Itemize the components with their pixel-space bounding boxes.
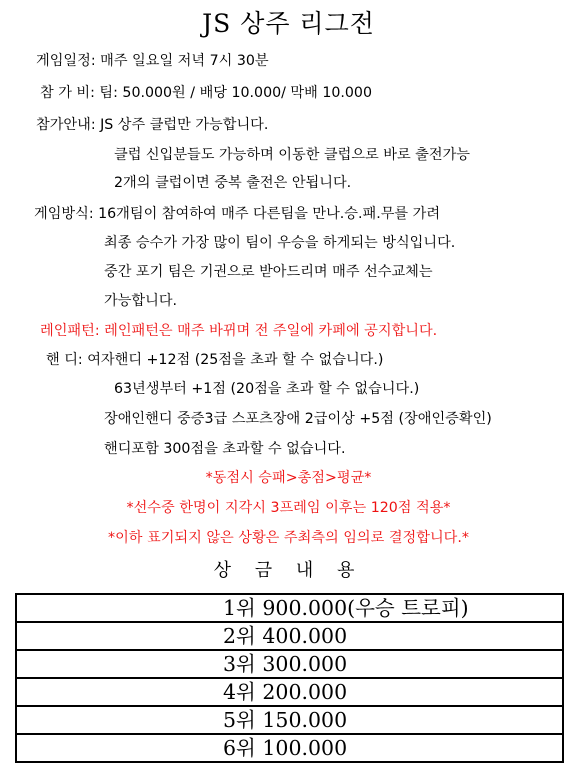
lane-pattern-line: 레인패턴: 레인패턴은 매주 바뀌며 전 주일에 카페에 공지합니다. [40, 323, 438, 339]
table-row [16, 734, 563, 762]
tie-rule-note: *동점시 승패>총점>평균* [205, 470, 372, 486]
handicap-line-2: 63년생부터 +1점 (20점을 초과 할 수 없습니다.) [114, 381, 420, 397]
table-row [16, 594, 563, 622]
prize-heading: 상 금 내 용 [213, 560, 364, 581]
prize-text: 6위 100.000 [223, 736, 348, 760]
schedule-line: 게임일정: 매주 일요일 저녁 7시 30분 [36, 53, 269, 69]
handicap-line-1: 핸 디: 여자핸디 +12점 (25점을 초과 할 수 없습니다.) [46, 352, 384, 368]
guide-line-3: 2개의 클럽이면 중복 출전은 안됩니다. [114, 175, 352, 191]
handicap-line-4: 핸디포함 300점을 초과할 수 없습니다. [104, 441, 346, 457]
prize-text: 2위 400.000 [223, 624, 348, 648]
prize-cell [16, 650, 563, 678]
prize-cell [16, 706, 563, 734]
method-line-2: 최종 승수가 가장 많이 팀이 우승을 하게되는 방식입니다. [104, 235, 456, 251]
method-line-1: 게임방식: 16개팀이 참여하여 매주 다른팀을 만나.승.패.무를 가려 [34, 206, 441, 222]
handicap-line-3: 장애인핸디 중증3급 스포츠장애 2급이상 +5점 (장애인증확인) [104, 411, 492, 427]
prize-cell [16, 622, 563, 650]
fee-line: 참 가 비: 팀: 50.000원 / 배당 10.000/ 막배 10.000 [40, 85, 372, 101]
guide-line-2: 클럽 신입분들도 가능하며 이동한 클럽으로 바로 출전가능 [114, 147, 470, 163]
table-row [16, 650, 563, 678]
other-rule-note: *이하 표기되지 않은 상황은 주최측의 임의로 결정합니다.* [108, 530, 469, 546]
method-line-3: 중간 포기 팀은 기권으로 받아드리며 매주 선수교체는 [104, 264, 433, 280]
prize-cell [16, 734, 563, 762]
prize-table [15, 593, 564, 763]
prize-text: 4위 200.000 [223, 680, 348, 704]
table-row [16, 678, 563, 706]
method-line-4: 가능합니다. [104, 293, 178, 309]
late-rule-note: *선수중 한명이 지각시 3프레임 이후는 120점 적용* [126, 500, 451, 516]
guide-line-1: 참가안내: JS 상주 클럽만 가능합니다. [36, 117, 269, 133]
prize-text: 5위 150.000 [223, 708, 348, 732]
table-row [16, 622, 563, 650]
prize-cell [16, 594, 563, 622]
prize-text: 3위 300.000 [223, 652, 348, 676]
prize-cell [16, 678, 563, 706]
page-title: JS 상주 리그전 [202, 9, 375, 38]
prize-text: 1위 900.000(우승 트로피) [223, 596, 469, 620]
table-row [16, 706, 563, 734]
